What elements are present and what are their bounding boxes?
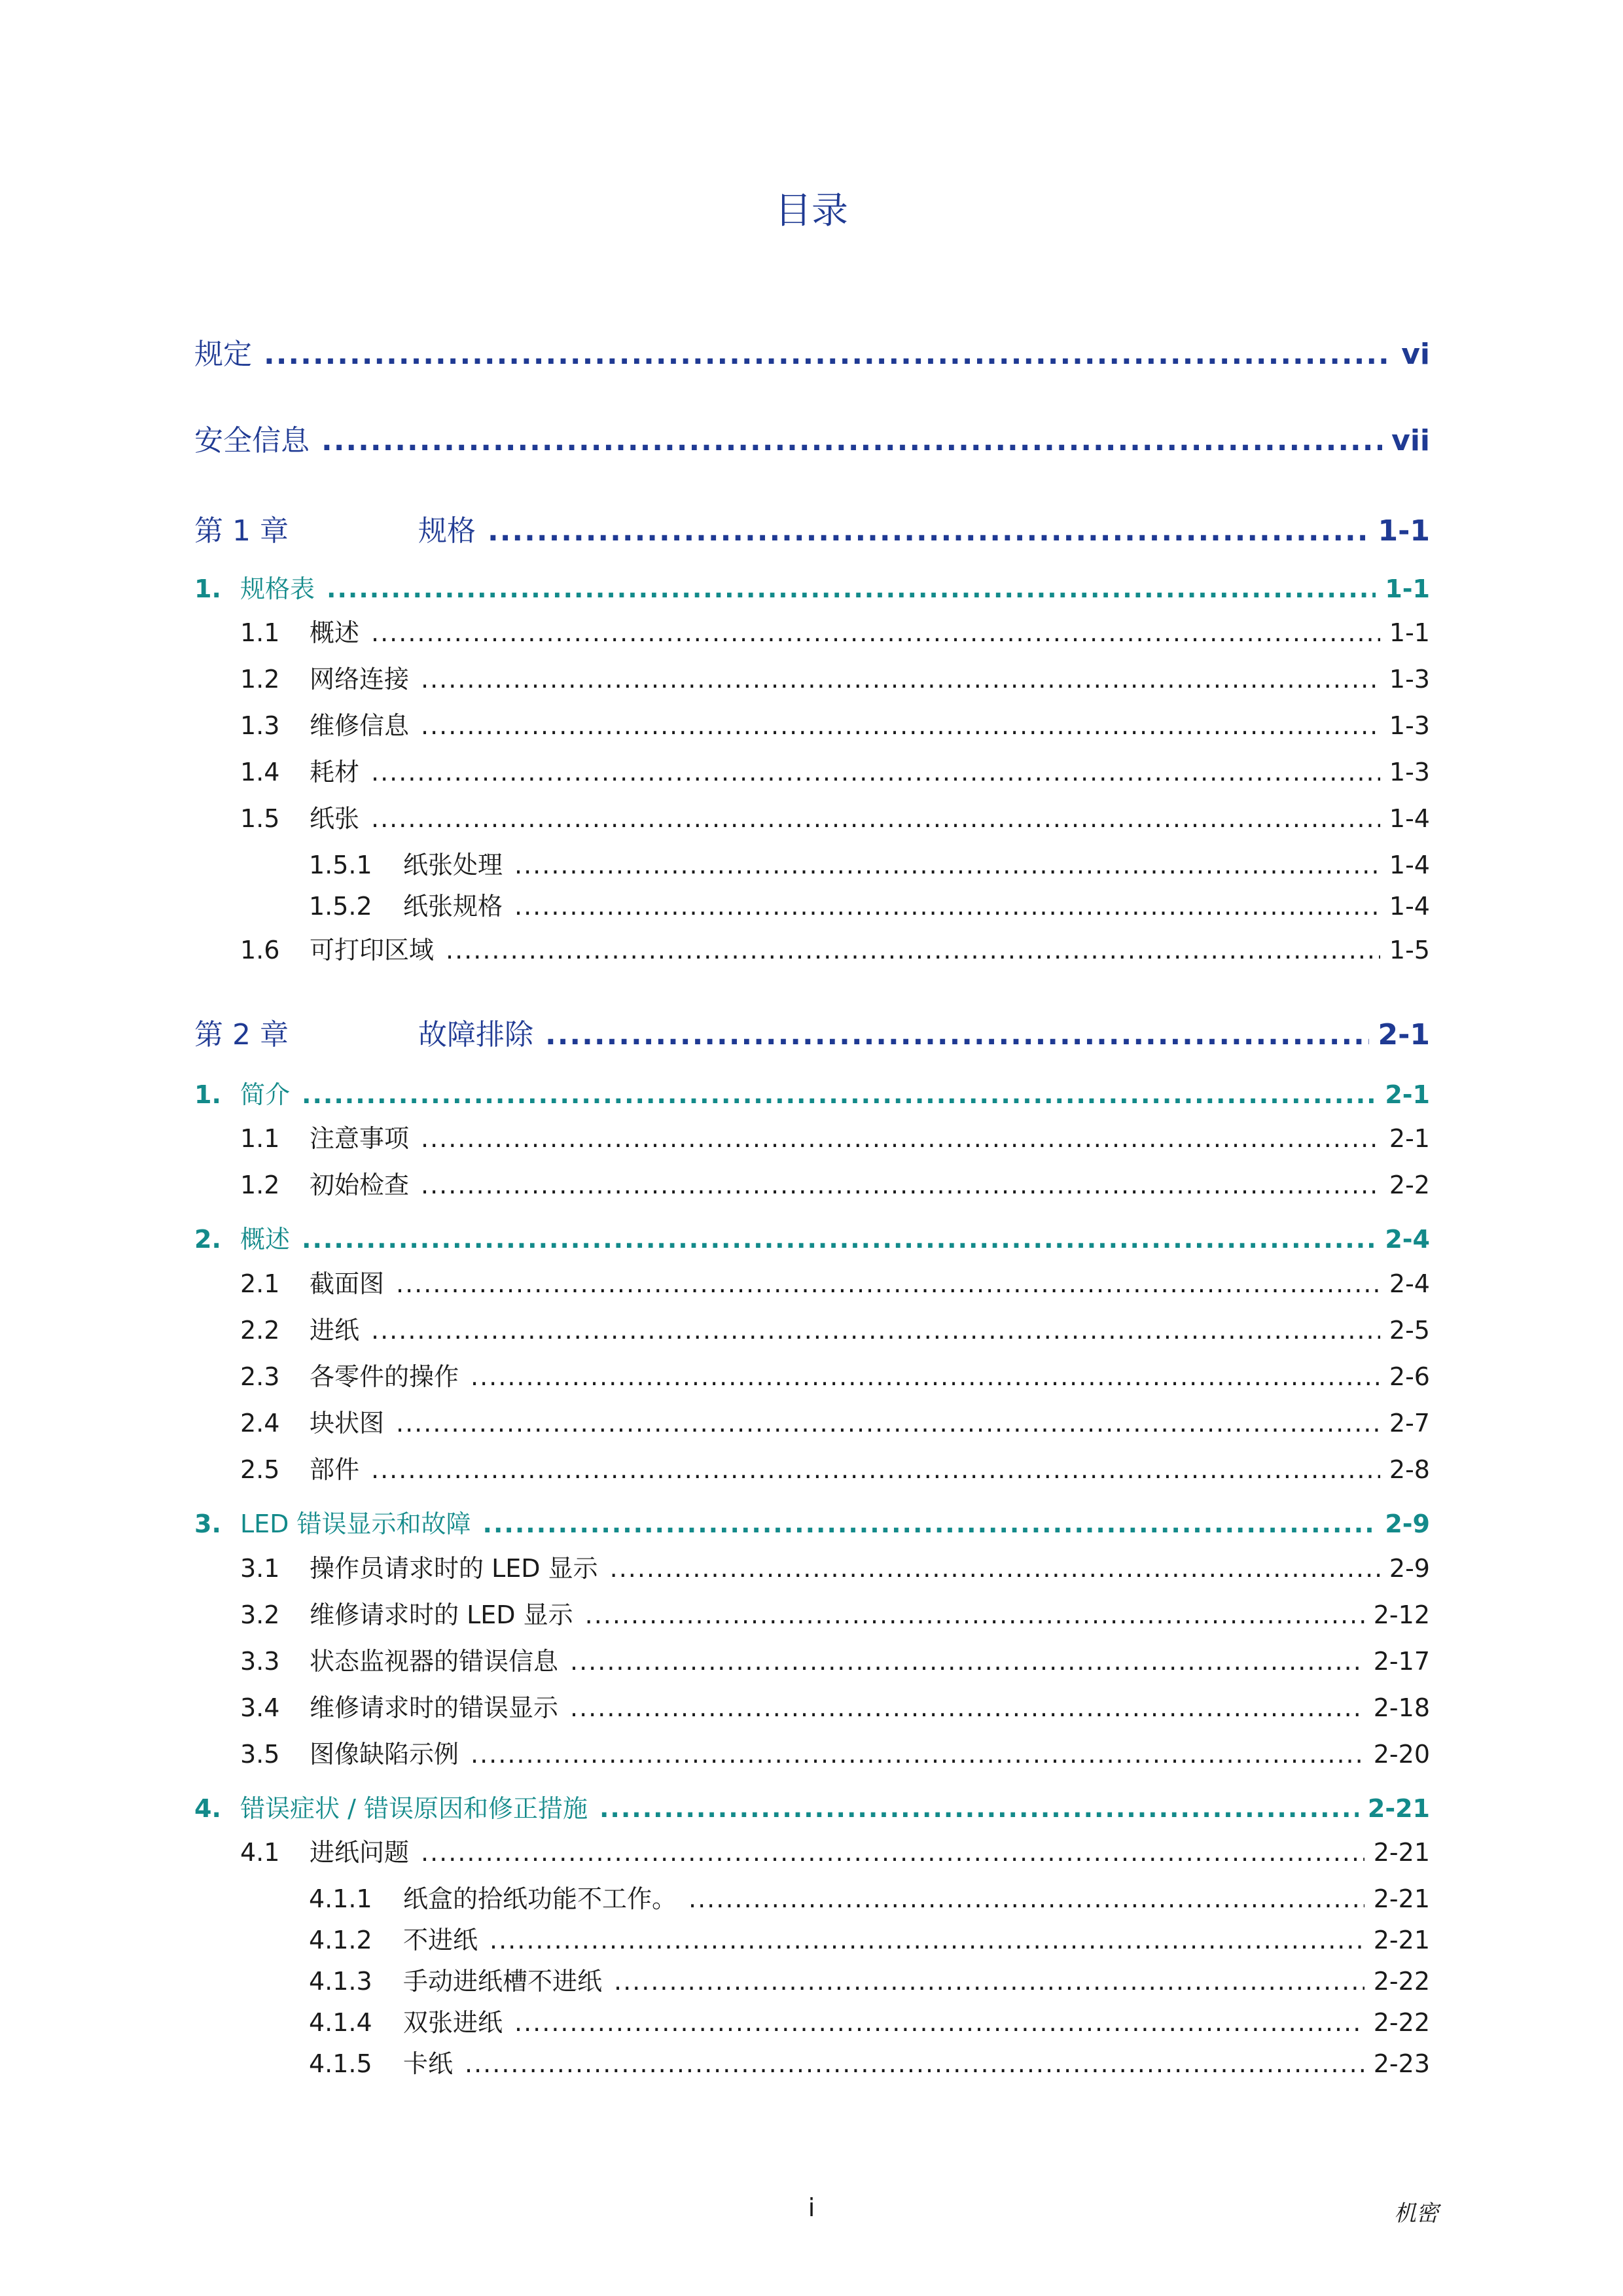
toc-entry-title: 安全信息 — [194, 424, 310, 457]
section-page: 2-4 — [1385, 1225, 1430, 1254]
footer-page-number: i — [808, 2193, 815, 2222]
subsection-page: 2-7 — [1389, 1409, 1430, 1438]
subsubsection-page: 2-23 — [1373, 2049, 1430, 2078]
toc-subsection[interactable] — [240, 1165, 1430, 1201]
section-number: 2. — [194, 1225, 221, 1254]
subsection-page: 2-12 — [1373, 1600, 1430, 1629]
subsection-page: 2-5 — [1389, 1316, 1430, 1345]
subsection-title: 维修请求时的 LED 显示 — [310, 1600, 573, 1629]
subsection-number: 4.1 — [240, 1838, 280, 1867]
toc-entry-title: 规定 — [194, 338, 252, 371]
toc-subsection[interactable] — [240, 1687, 1430, 1723]
toc-entry-regulations[interactable] — [194, 330, 1430, 372]
toc-subsubsection[interactable] — [309, 845, 1430, 881]
dot-leader — [264, 338, 1392, 371]
dot-leader — [421, 1171, 1380, 1199]
section-number: 1. — [194, 574, 221, 603]
section-page: 2-21 — [1367, 1794, 1430, 1823]
subsubsection-page: 2-22 — [1373, 2008, 1430, 2037]
subsection-number: 1.1 — [240, 1124, 280, 1153]
subsection-page: 2-17 — [1373, 1647, 1430, 1676]
toc-section[interactable] — [194, 1074, 1430, 1110]
subsection-number: 2.5 — [240, 1455, 280, 1484]
dot-leader — [371, 1316, 1380, 1345]
subsection-title: 图像缺陷示例 — [310, 1740, 459, 1769]
chapter-title: 故障排除 — [418, 1018, 533, 1051]
section-page: 1-1 — [1385, 574, 1430, 603]
toc-subsection[interactable] — [240, 1449, 1430, 1485]
subsection-page: 1-3 — [1389, 665, 1430, 694]
subsection-page: 2-4 — [1389, 1269, 1430, 1298]
subsection-title: 截面图 — [310, 1269, 385, 1298]
toc-subsection[interactable] — [240, 798, 1430, 834]
subsection-page: 2-18 — [1373, 1693, 1430, 1722]
toc-subsection[interactable] — [240, 1548, 1430, 1584]
section-page: 2-1 — [1385, 1080, 1430, 1109]
subsection-title: 初始检查 — [310, 1171, 410, 1199]
subsection-title: 可打印区域 — [310, 936, 435, 964]
subsection-title: 块状图 — [310, 1409, 385, 1438]
toc-subsection[interactable] — [240, 930, 1430, 966]
dot-leader — [371, 618, 1380, 647]
subsection-page: 2-21 — [1373, 1838, 1430, 1867]
subsubsection-number: 4.1.1 — [309, 1884, 372, 1913]
subsubsection-title: 纸张处理 — [403, 851, 503, 879]
page-title: 目录 — [775, 190, 848, 232]
subsection-title: 网络连接 — [310, 665, 410, 694]
dot-leader — [570, 1693, 1364, 1722]
dot-leader — [514, 2008, 1364, 2037]
subsubsection-title: 双张进纸 — [403, 2008, 503, 2037]
subsubsection-number: 1.5.1 — [309, 851, 372, 879]
subsubsection-number: 4.1.5 — [309, 2049, 372, 2078]
dot-leader — [371, 804, 1380, 833]
subsection-number: 1.6 — [240, 936, 280, 964]
subsubsection-title: 纸张规格 — [403, 892, 503, 921]
toc-subsubsection[interactable] — [309, 1961, 1430, 1997]
subsection-title: 操作员请求时的 LED 显示 — [310, 1554, 598, 1583]
subsection-number: 3.3 — [240, 1647, 280, 1676]
dot-leader — [396, 1269, 1380, 1298]
subsubsection-number: 4.1.4 — [309, 2008, 372, 2037]
toc-chapter-1[interactable] — [194, 507, 1430, 549]
subsection-title: 注意事项 — [310, 1124, 410, 1153]
toc-subsubsection[interactable] — [309, 1920, 1430, 1956]
dot-leader — [465, 2049, 1364, 2078]
dot-leader — [471, 1740, 1364, 1769]
dot-leader — [545, 1018, 1369, 1051]
toc-section[interactable] — [194, 1788, 1430, 1824]
dot-leader — [514, 851, 1380, 879]
dot-leader — [483, 1510, 1376, 1538]
toc-subsection[interactable] — [240, 1595, 1430, 1631]
section-title: 简介 — [240, 1080, 291, 1109]
toc-subsection[interactable] — [240, 705, 1430, 741]
subsection-title: 进纸 — [310, 1316, 360, 1345]
subsection-page: 1-5 — [1389, 936, 1430, 964]
toc-entry-safety-info[interactable] — [194, 417, 1430, 459]
subsubsection-page: 1-4 — [1389, 851, 1430, 879]
toc-subsection[interactable] — [240, 1832, 1430, 1868]
toc-subsection[interactable] — [240, 1641, 1430, 1677]
chapter-page: 2-1 — [1378, 1018, 1430, 1051]
subsection-number: 3.4 — [240, 1693, 280, 1722]
dot-leader — [371, 758, 1380, 786]
dot-leader — [321, 424, 1382, 457]
dot-leader — [614, 1967, 1364, 1996]
toc-subsection[interactable] — [240, 752, 1430, 788]
dot-leader — [585, 1600, 1364, 1629]
toc-section[interactable] — [194, 1504, 1430, 1540]
section-title: 规格表 — [240, 574, 315, 603]
toc-subsubsection[interactable] — [309, 1879, 1430, 1915]
subsubsection-title: 手动进纸槽不进纸 — [403, 1967, 603, 1996]
subsection-number: 2.1 — [240, 1269, 280, 1298]
toc-subsection[interactable] — [240, 1734, 1430, 1770]
dot-leader — [471, 1362, 1380, 1391]
subsubsection-number: 1.5.2 — [309, 892, 372, 921]
section-title: LED 错误显示和故障 — [240, 1510, 471, 1538]
subsection-number: 3.1 — [240, 1554, 280, 1583]
subsection-page: 2-2 — [1389, 1171, 1430, 1199]
subsection-number: 1.5 — [240, 804, 280, 833]
chapter-title: 规格 — [418, 514, 476, 548]
section-number: 3. — [194, 1510, 221, 1538]
section-title: 概述 — [240, 1225, 291, 1254]
subsection-page: 1-3 — [1389, 711, 1430, 740]
subsection-number: 3.2 — [240, 1600, 280, 1629]
dot-leader — [599, 1794, 1359, 1823]
subsection-number: 2.2 — [240, 1316, 280, 1345]
dot-leader — [371, 1455, 1380, 1484]
toc-subsection[interactable] — [240, 1356, 1430, 1392]
dot-leader — [514, 892, 1380, 921]
subsubsection-page: 2-21 — [1373, 1926, 1430, 1954]
dot-leader — [570, 1647, 1364, 1676]
toc-subsection[interactable] — [240, 612, 1430, 648]
toc-subsubsection[interactable] — [309, 2002, 1430, 2038]
subsection-number: 3.5 — [240, 1740, 280, 1769]
subsection-page: 1-3 — [1389, 758, 1430, 786]
subsection-number: 1.2 — [240, 665, 280, 694]
subsubsection-page: 1-4 — [1389, 892, 1430, 921]
toc-section[interactable] — [194, 1219, 1430, 1255]
toc-subsection[interactable] — [240, 1310, 1430, 1346]
dot-leader — [302, 1080, 1376, 1109]
dot-leader — [446, 936, 1380, 964]
subsection-title: 状态监视器的错误信息 — [310, 1647, 559, 1676]
subsection-number: 1.3 — [240, 711, 280, 740]
dot-leader — [396, 1409, 1380, 1438]
subsection-number: 1.1 — [240, 618, 280, 647]
toc-subsection[interactable] — [240, 659, 1430, 695]
subsection-number: 2.4 — [240, 1409, 280, 1438]
toc-subsection[interactable] — [240, 1263, 1430, 1299]
subsection-title: 部件 — [310, 1455, 360, 1484]
toc-subsection[interactable] — [240, 1403, 1430, 1439]
dot-leader — [688, 1884, 1364, 1913]
chapter-number: 第 2 章 — [194, 1018, 289, 1051]
toc-subsection[interactable] — [240, 1118, 1430, 1154]
confidential-label: 机密 — [1394, 2200, 1438, 2227]
dot-leader — [421, 1838, 1364, 1867]
subsection-title: 概述 — [310, 618, 360, 647]
subsubsection-number: 4.1.3 — [309, 1967, 372, 1996]
subsection-page: 2-6 — [1389, 1362, 1430, 1391]
subsection-title: 维修信息 — [310, 711, 410, 740]
subsection-page: 1-1 — [1389, 618, 1430, 647]
subsubsection-page: 2-22 — [1373, 1967, 1430, 1996]
subsubsection-title: 卡纸 — [403, 2049, 454, 2078]
dot-leader — [421, 665, 1380, 694]
chapter-page: 1-1 — [1378, 514, 1430, 548]
toc-chapter-2[interactable] — [194, 1011, 1430, 1053]
subsubsection-title: 不进纸 — [403, 1926, 478, 1954]
chapter-number: 第 1 章 — [194, 514, 289, 548]
subsection-number: 2.3 — [240, 1362, 280, 1391]
section-title: 错误症状 / 错误原因和修正措施 — [240, 1794, 588, 1823]
subsection-page: 2-9 — [1389, 1554, 1430, 1583]
subsection-title: 耗材 — [310, 758, 360, 786]
subsection-title: 维修请求时的错误显示 — [310, 1693, 559, 1722]
subsection-title: 进纸问题 — [310, 1838, 410, 1867]
section-number: 4. — [194, 1794, 221, 1823]
dot-leader — [490, 1926, 1364, 1954]
toc-subsubsection[interactable] — [309, 2043, 1430, 2079]
toc-entry-page: vii — [1391, 424, 1430, 457]
subsection-page: 2-1 — [1389, 1124, 1430, 1153]
dot-leader — [421, 711, 1380, 740]
dot-leader — [421, 1124, 1380, 1153]
dot-leader — [327, 574, 1376, 603]
subsection-number: 1.4 — [240, 758, 280, 786]
toc-section[interactable] — [194, 569, 1430, 605]
subsection-page: 2-8 — [1389, 1455, 1430, 1484]
subsubsection-title: 纸盒的拾纸功能不工作。 — [403, 1884, 677, 1913]
subsection-page: 2-20 — [1373, 1740, 1430, 1769]
toc-subsubsection[interactable] — [309, 886, 1430, 922]
section-number: 1. — [194, 1080, 221, 1109]
dot-leader — [610, 1554, 1380, 1583]
subsection-page: 1-4 — [1389, 804, 1430, 833]
section-page: 2-9 — [1385, 1510, 1430, 1538]
subsubsection-page: 2-21 — [1373, 1884, 1430, 1913]
subsection-title: 各零件的操作 — [310, 1362, 459, 1391]
subsection-number: 1.2 — [240, 1171, 280, 1199]
dot-leader — [302, 1225, 1376, 1254]
dot-leader — [488, 514, 1369, 548]
subsubsection-number: 4.1.2 — [309, 1926, 372, 1954]
subsection-title: 纸张 — [310, 804, 360, 833]
toc-entry-page: vi — [1401, 338, 1430, 371]
